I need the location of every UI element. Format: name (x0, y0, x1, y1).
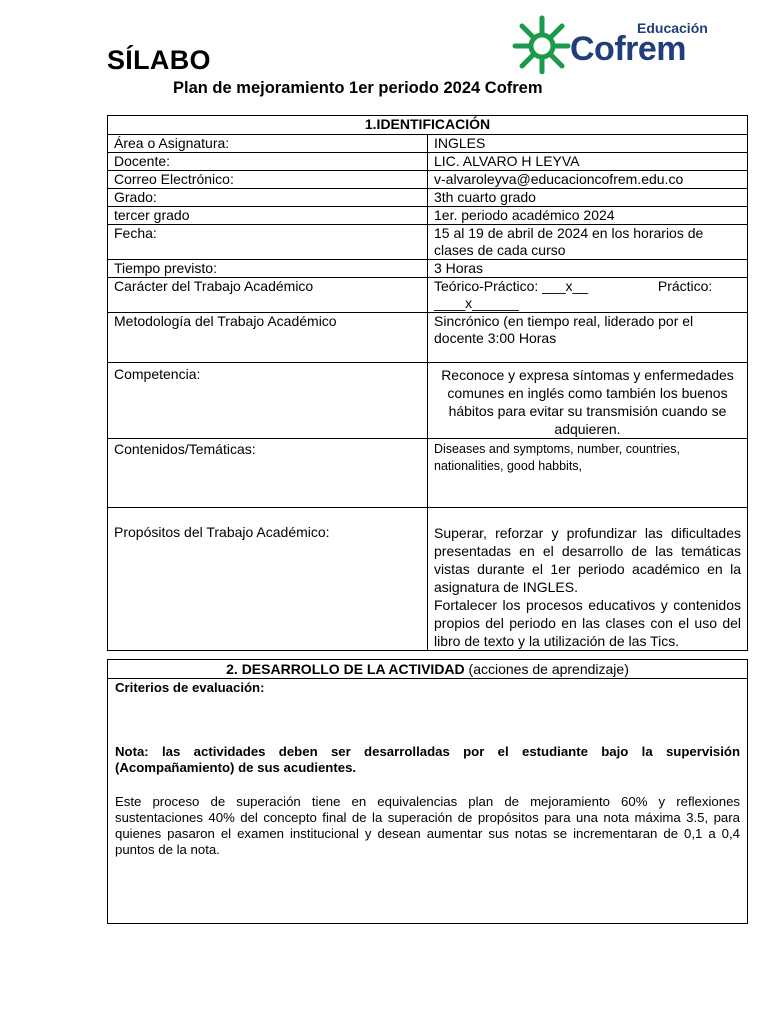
document-subtitle: Plan de mejoramiento 1er periodo 2024 Cofrem (173, 79, 543, 97)
propositos-value (428, 508, 748, 651)
metodologia-value: Sincrónico (en tiempo real, liderado por el docente 3:00 Horas (428, 313, 748, 363)
metodologia-label: Metodología del Trabajo Académico (108, 313, 428, 363)
practico-text: Práctico: ____x______ (434, 278, 713, 311)
activity-heading-rest: (acciones de aprendizaje) (464, 661, 629, 677)
table-row (108, 153, 748, 171)
logo-brand-text: Cofrem (570, 30, 687, 68)
propositos-label: Propósitos del Trabajo Académico: (108, 508, 428, 651)
table-row (108, 363, 748, 439)
row-label: tercer grado (108, 207, 428, 225)
row-label: Correo Electrónico: (108, 171, 428, 189)
identification-heading: 1.IDENTIFICACIÓN (108, 116, 748, 135)
caracter-label: Carácter del Trabajo Académico (108, 278, 428, 313)
teorico-practico-text: Teórico-Práctico: ___x__ (434, 278, 589, 294)
table-row (108, 260, 748, 278)
contenidos-label: Contenidos/Temáticas: (108, 439, 428, 508)
table-row (108, 225, 748, 260)
row-label: Grado: (108, 189, 428, 207)
table-row (108, 439, 748, 508)
identification-table (107, 115, 748, 651)
cofrem-logo (512, 14, 712, 74)
activity-table (107, 659, 748, 924)
row-value: LIC. ALVARO H LEYVA (428, 153, 748, 171)
table-row (108, 207, 748, 225)
row-value: 15 al 19 de abril de 2024 en los horarios de clases de cada curso (428, 225, 748, 260)
row-label: Fecha: (108, 225, 428, 260)
criterios-heading: Criterios de evaluación: (115, 680, 265, 695)
row-label: Área o Asignatura: (108, 135, 428, 153)
nota-text: Nota: las actividades deben ser desarrolladas por el estudiante bajo la supervisión (Acompañamiento) de sus acudientes. (115, 744, 740, 775)
row-value: INGLES (428, 135, 748, 153)
activity-heading-bold: 2. DESARROLLO DE LA ACTIVIDAD (226, 661, 465, 677)
table-row (108, 278, 748, 313)
cofrem-flower-icon (512, 14, 572, 74)
row-value: 3th cuarto grado (428, 189, 748, 207)
activity-heading (108, 660, 748, 679)
contenidos-value: Diseases and symptoms, number, countries, nationalities, good habbits, (428, 439, 748, 508)
table-row (108, 171, 748, 189)
competencia-label: Competencia: (108, 363, 428, 439)
propositos-paragraph-2: Fortalecer los procesos educativos y contenidos propios del periodo en las clases con el uso del libro de texto y la utilización de las Tics. (434, 597, 741, 649)
logo-education-text: Educación (637, 20, 708, 36)
row-label: Tiempo previsto: (108, 260, 428, 278)
document-title: SÍLABO (107, 45, 211, 75)
propositos-paragraph-1: Superar, reforzar y profundizar las dificultades presentadas en el desarrollo de las temáticas vistas durante el 1er periodo académico en la asignatura de INGLES. (434, 525, 741, 595)
table-row (108, 508, 748, 651)
table-row (108, 313, 748, 363)
table-row (108, 135, 748, 153)
competencia-value: Reconoce y expresa síntomas y enfermedades comunes en inglés como también los buenos hábitos para evitar su transmisión cuando se adquieren. (428, 363, 748, 439)
proceso-text: Este proceso de superación tiene en equivalencias plan de mejoramiento 60% y reflexiones sustentaciones 40% del concepto final de la superación de propósitos para una nota máxima 3.5, para quienes pasaron el examen institucional y desean aumentar sus notas se incrementaran de 0,1 a 0,4 puntos de la nota. (115, 794, 740, 857)
row-value: 1er. periodo académico 2024 (428, 207, 748, 225)
activity-body (108, 679, 748, 924)
row-value: v-alvaroleyva@educacioncofrem.edu.co (428, 171, 748, 189)
row-label: Docente: (108, 153, 428, 171)
table-row (108, 189, 748, 207)
row-value: 3 Horas (428, 260, 748, 278)
caracter-value (428, 278, 748, 313)
